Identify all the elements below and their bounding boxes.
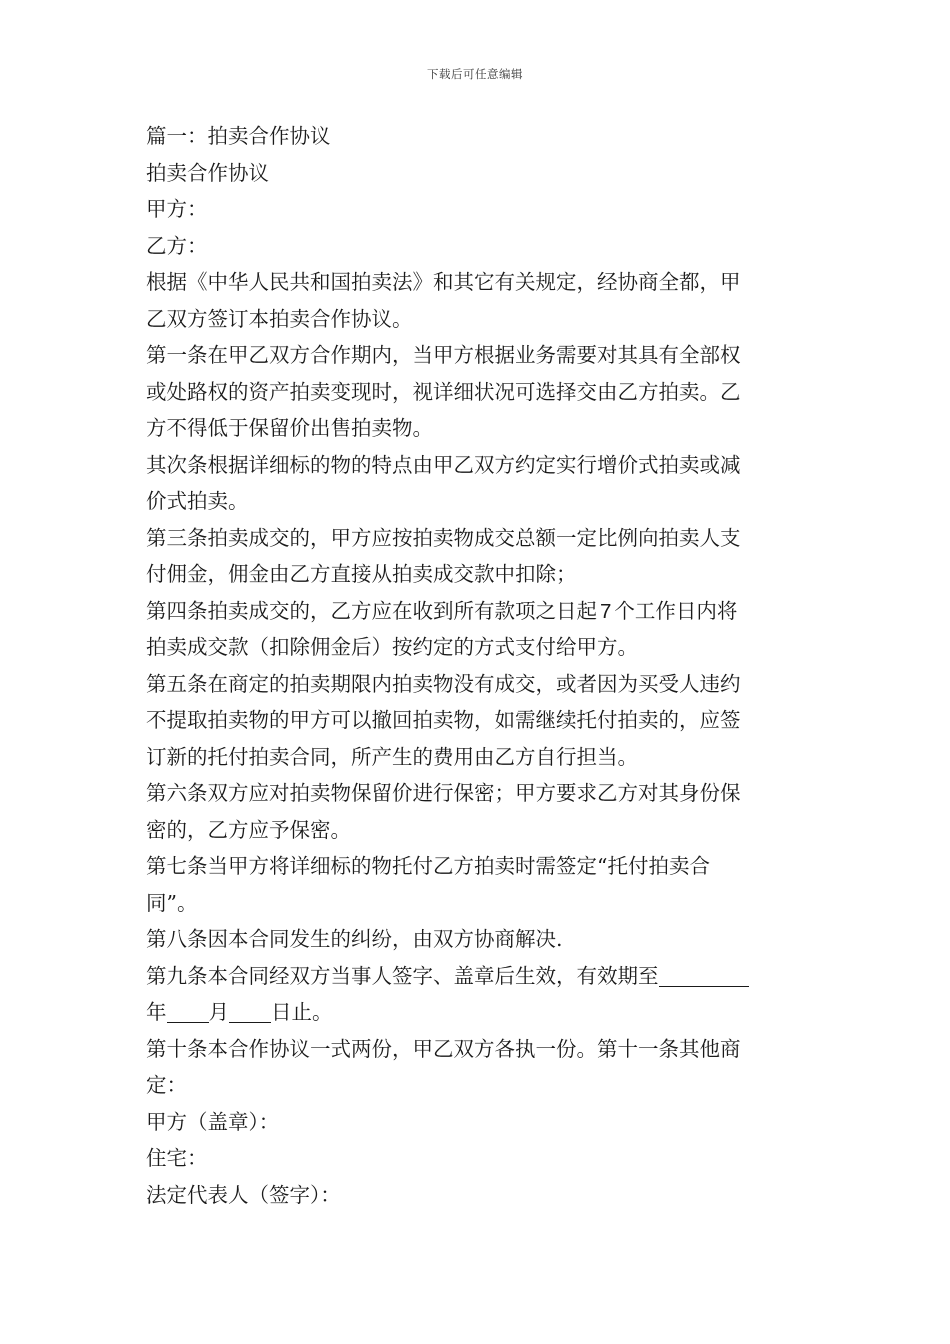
- article-10-line-2: 定：: [146, 1073, 187, 1097]
- page-header: 下载后可任意编辑: [427, 67, 523, 81]
- article-1-line-1: 第一条在甲乙双方合作期内，当甲方根据业务需要对其具有全部权: [146, 343, 741, 367]
- article-9-date-line: [146, 994, 810, 1031]
- party-b-label: 乙方：: [146, 233, 208, 258]
- article-8-line: 第八条因本合同发生的纠纷，由双方协商解决.: [146, 927, 563, 951]
- section-heading: 篇一：拍卖合作协议: [146, 124, 331, 148]
- article-7-line-1: 第七条当甲方将详细标的物托付乙方拍卖时需签定“托付拍卖合: [146, 854, 710, 878]
- article-4-line-1: [146, 593, 810, 630]
- article-7-line-2: 同”。: [146, 890, 198, 915]
- day-blank: [229, 1000, 271, 1023]
- article-4-text-after: 个工作日内将: [614, 598, 738, 623]
- document-title: 拍卖合作协议: [146, 160, 269, 185]
- article-3-line-1: 第三条拍卖成交的，甲方应按拍卖物成交总额一定比例向拍卖人支: [146, 525, 741, 550]
- article-4-line-2: 拍卖成交款（扣除佣金后）按约定的方式支付给甲方。: [146, 635, 638, 659]
- article-5-line-3: 订新的托付拍卖合同，所产生的费用由乙方自行担当。: [146, 744, 638, 769]
- article-5-line-1: 第五条在商定的拍卖期限内拍卖物没有成交，或者因为买受人违约: [146, 671, 741, 696]
- month-label: 月: [208, 1000, 229, 1024]
- article-1-line-3: 方不得低于保留价出售拍卖物。: [146, 416, 433, 440]
- article-10-line-1: 第十条本合作协议一式两份，甲乙双方各执一份。第十一条其他商: [146, 1036, 741, 1061]
- article-5-line-2: 不提取拍卖物的甲方可以撤回拍卖物，如需继续托付拍卖的，应签: [146, 708, 741, 732]
- expiry-blank: [659, 964, 749, 987]
- article-2-line-1: 其次条根据详细标的物的特点由甲乙双方约定实行增价式拍卖或减: [146, 452, 741, 477]
- day-end-label: 日止。: [271, 1000, 333, 1024]
- preamble-line-2: 乙双方签订本拍卖合作协议。: [146, 306, 413, 331]
- article-4-days-number: 7: [600, 599, 612, 623]
- article-9-text: 第九条本合同经双方当事人签字、盖章后生效，有效期至: [146, 963, 659, 988]
- preamble-line-1: 根据《中华人民共和国拍卖法》和其它有关规定，经协商全都，甲: [146, 270, 741, 294]
- article-6-line-2: 密的，乙方应予保密。: [146, 817, 351, 842]
- article-2-line-2: 价式拍卖。: [146, 489, 249, 513]
- article-9-line-1: [146, 958, 810, 995]
- article-4-text-before: 第四条拍卖成交的，乙方应在收到所有款项之日起: [146, 598, 597, 623]
- legal-rep-signature-label: 法定代表人（签字）：: [146, 1182, 341, 1207]
- year-label: 年: [146, 1000, 167, 1024]
- residence-label: 住宅：: [146, 1146, 208, 1170]
- party-a-label: 甲方：: [146, 197, 208, 221]
- month-blank: [167, 1000, 209, 1023]
- article-3-line-2: 付佣金，佣金由乙方直接从拍卖成交款中扣除；: [146, 562, 577, 586]
- article-6-line-1: 第六条双方应对拍卖物保留价进行保密；甲方要求乙方对其身份保: [146, 781, 741, 805]
- party-a-seal-label: 甲方（盖章）：: [146, 1109, 280, 1134]
- article-1-line-2: 或处路权的资产拍卖变现时，视详细状况可选择交由乙方拍卖。乙: [146, 379, 741, 404]
- document-body: [146, 118, 810, 1213]
